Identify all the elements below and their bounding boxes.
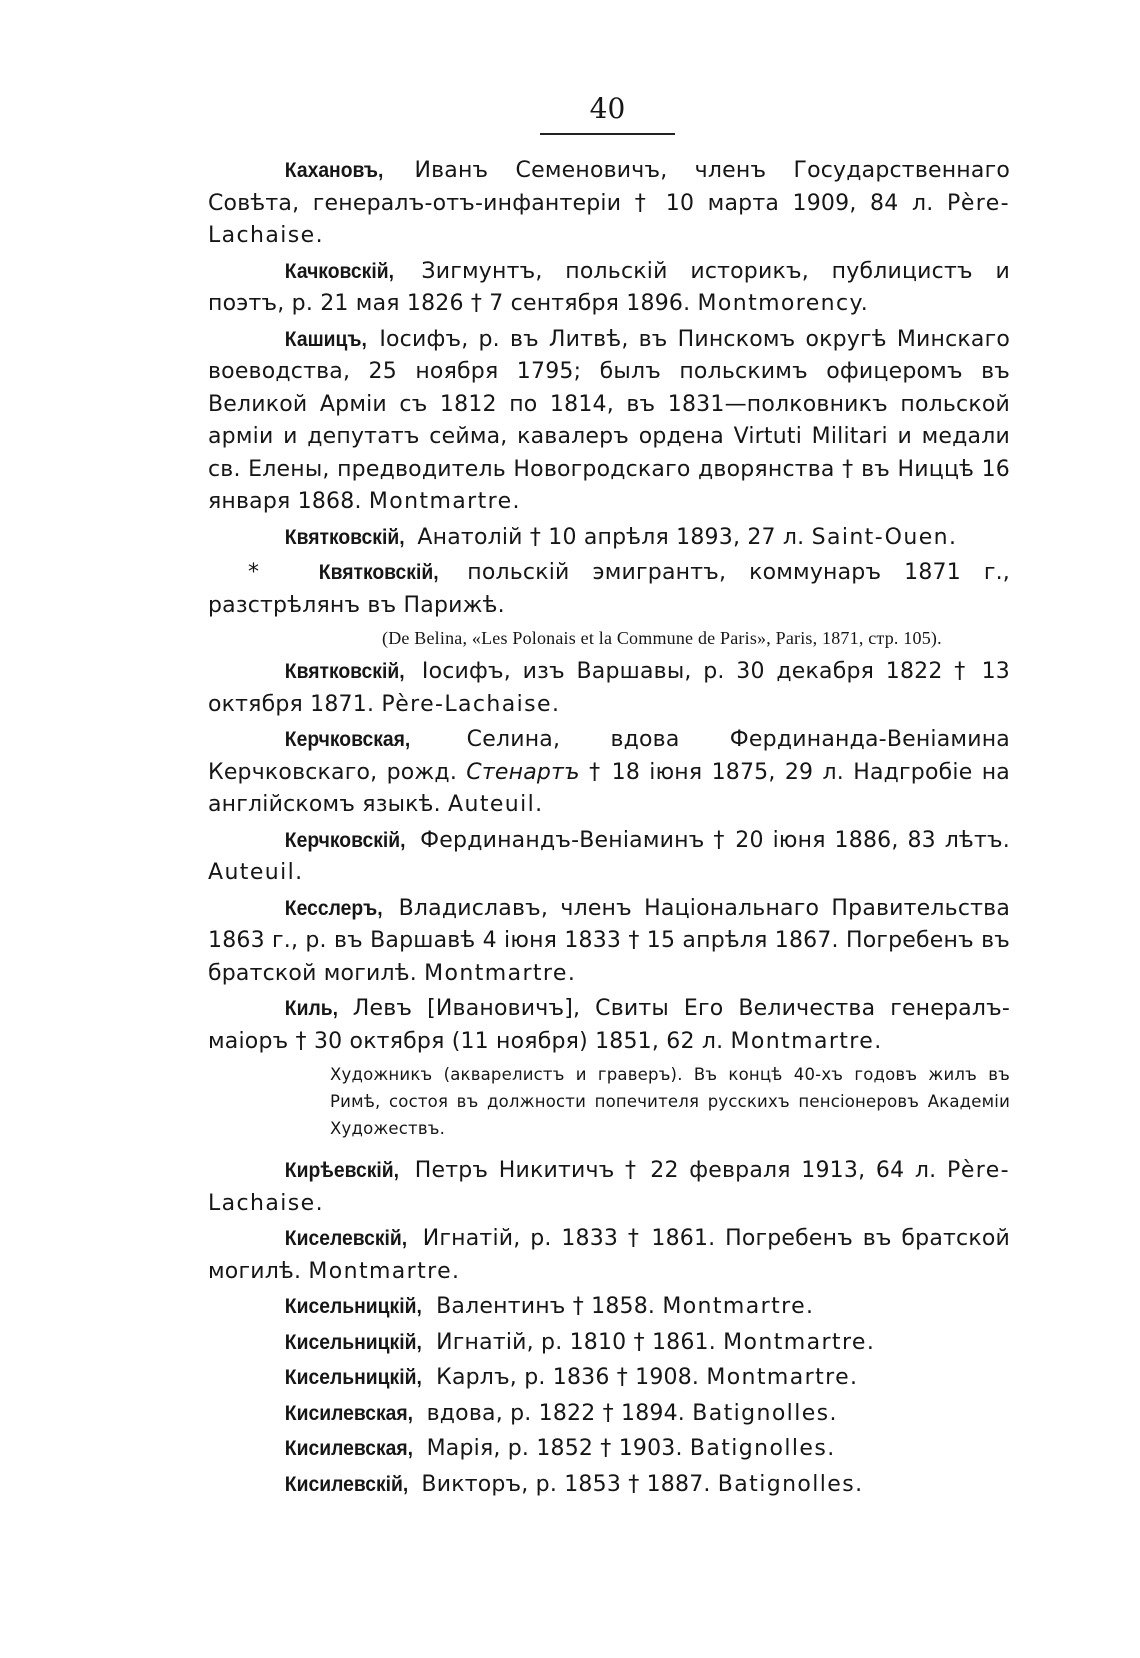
- burial-place: Montmartre.: [706, 1365, 859, 1390]
- entry-kerchkovskaya: [208, 724, 1010, 822]
- entry-name: Кисельницкій,: [284, 1330, 422, 1354]
- biographical-note: Художникъ (акварелистъ и граверъ). Въ концѣ 40-хъ годовъ жилъ въ Римѣ, состоя въ должности попечителя русскихъ пенсіонеровъ Академіи Художествъ.: [330, 1065, 1010, 1138]
- entry-text: вдова, р. 1822 † 1894.: [426, 1400, 685, 1426]
- entry-name: Квятковскій,: [318, 561, 439, 584]
- entry-kisilevskaya-maria: [208, 1433, 1010, 1466]
- entry-text: Валентинъ † 1858.: [436, 1294, 656, 1319]
- entry-name: Качковскій,: [284, 259, 394, 283]
- entry-kireevsky: [208, 1155, 1010, 1220]
- entry-name: Кисельницкій,: [284, 1295, 422, 1318]
- burial-place: Montmorency.: [697, 291, 870, 316]
- entry-name: Кисельницкій,: [284, 1366, 422, 1389]
- entry-kisilevsky-viktor: [208, 1469, 1010, 1502]
- entry-kiselnitsky-valentin: [208, 1291, 1010, 1324]
- entry-kerchkovsky: [208, 825, 1010, 890]
- entry-name: Кисилевская,: [284, 1401, 414, 1425]
- entry-text: Марія, р. 1852 † 1903.: [426, 1436, 683, 1461]
- burial-place: Montmartre.: [723, 1329, 876, 1355]
- burial-place: Batignolles.: [689, 1436, 836, 1461]
- entry-kiselnitsky-ignaty: [208, 1327, 1010, 1360]
- entry-text: Анатолій † 10 апрѣля 1893, 27 л.: [417, 524, 805, 550]
- burial-place: Auteuil.: [208, 860, 304, 885]
- entry-kviatkovsky-anatoly: [208, 522, 1010, 555]
- source-note: (De Belina, «Les Polonais et la Commune de Paris», Paris, 1871, стр. 105).: [382, 628, 942, 648]
- entry-name: Кахановъ,: [284, 159, 384, 182]
- burial-place: Père-Lachaise.: [208, 190, 1010, 248]
- burial-place: Auteuil.: [448, 792, 544, 817]
- burial-place: Montmartre.: [424, 960, 577, 986]
- entry-name: Кесслеръ,: [284, 896, 383, 920]
- page-number-rule: [540, 133, 675, 135]
- entry-kessler: [208, 893, 1010, 991]
- entry-kviatkovsky-iosif: [208, 656, 1010, 721]
- entry-text: † 18 іюня 1875, 29 л. Надгробіе на англійскомъ языкѣ.: [208, 759, 1010, 817]
- entry-text-before: Селина, вдова Фердинанда-Веніамина Керчковскаго, рожд.: [208, 727, 1010, 785]
- entry-text: Зигмунтъ, польскій историкъ, публицистъ и поэтъ, р. 21 мая 1826 † 7 сентября 1896.: [208, 258, 1010, 316]
- entry-name: Кашицъ,: [284, 327, 367, 351]
- entry-kachkovsky: [208, 256, 1010, 321]
- burial-place: Batignolles.: [717, 1471, 864, 1497]
- entry-name: Керчковскій,: [284, 828, 406, 852]
- maiden-name: Стенартъ: [466, 759, 580, 785]
- entry-text: Владиславъ, членъ Національнаго Правительства 1863 г., р. въ Варшавѣ 4 іюня 1833 † 15 апрѣля 1867. Погребенъ въ братской могилѣ.: [208, 895, 1010, 986]
- entry-text: Игнатій, р. 1833 † 1861. Погребенъ въ братской могилѣ.: [208, 1226, 1010, 1284]
- entry-kakhanov: [208, 155, 1010, 253]
- burial-place: Montmartre.: [730, 1028, 883, 1054]
- biographical-entry-list: [208, 155, 1010, 1504]
- entry-name: Киль,: [284, 997, 338, 1020]
- entry-name: Кирѣевскій,: [284, 1159, 400, 1182]
- entry-kiselnitsky-karl: [208, 1362, 1010, 1395]
- entry-text: Іосифъ, изъ Варшавы, р. 30 декабря 1822 † 13 октября 1871.: [208, 659, 1010, 717]
- entry-kisilevskaya-widow: [208, 1398, 1010, 1431]
- entry-name: Кисилевскій,: [284, 1472, 409, 1496]
- burial-place: Montmartre.: [308, 1258, 461, 1284]
- entry-kiselevsky: [208, 1223, 1010, 1288]
- burial-place: Saint-Ouen.: [811, 524, 958, 550]
- entry-name: Кисилевская,: [284, 1437, 414, 1460]
- burial-place: Père-Lachaise.: [381, 691, 561, 717]
- burial-place: Père-Lachaise.: [208, 1158, 1010, 1216]
- entry-kashits: [208, 324, 1010, 519]
- entry-text: Игнатій, р. 1810 † 1861.: [436, 1329, 716, 1355]
- entry-text: Іосифъ, р. въ Литвѣ, въ Пинскомъ округѣ Минскаго воеводства, 25 ноября 1795; былъ польскимъ офицеромъ въ Великой Арміи съ 1812 по 1814, въ 1831—полковникъ польской арміи и депутатъ сейма, кавалеръ ордена Virtuti Militari и медали св. Елены, предводитель Новогродскаго дворянства † въ Ниццѣ 16 января 1868.: [208, 326, 1010, 514]
- entry-text: Петръ Никитичъ † 22 февраля 1913, 64 л.: [414, 1158, 937, 1183]
- entry-name: Квятковскій,: [284, 525, 405, 549]
- asterisk-marker: *: [248, 560, 283, 585]
- entry-kil: [208, 993, 1010, 1058]
- entry-text: Левъ [Ивановичъ], Свиты Его Величества генералъ-маіоръ † 30 октября (11 ноября) 1851, 62 л.: [208, 996, 1010, 1054]
- entry-name: Квятковскій,: [284, 660, 405, 683]
- entry-spacer: [208, 1147, 1010, 1155]
- entry-text: Иванъ Семеновичъ, членъ Государственнаго Совѣта, генералъ-отъ-инфантеріи † 10 марта 1909, 84 л.: [208, 158, 1010, 216]
- entry-text: Карлъ, р. 1836 † 1908.: [436, 1365, 700, 1390]
- entry-text: Фердинандъ-Веніаминъ † 20 іюня 1886, 83 лѣтъ.: [420, 827, 1010, 853]
- page-number: 40: [589, 92, 626, 125]
- entry-name: Керчковская,: [284, 728, 411, 751]
- burial-place: Batignolles.: [692, 1400, 838, 1426]
- burial-place: Montmartre.: [368, 489, 521, 514]
- entry-text: Викторъ, р. 1853 † 1887.: [421, 1471, 711, 1497]
- burial-place: Montmartre.: [662, 1294, 815, 1319]
- entry-text: польскій эмигрантъ, коммунаръ 1871 г., разстрѣлянъ въ Парижѣ.: [208, 560, 1010, 618]
- entry-name: Киселевскій,: [284, 1227, 408, 1250]
- entry-kviatkovsky-communard: [208, 557, 1010, 622]
